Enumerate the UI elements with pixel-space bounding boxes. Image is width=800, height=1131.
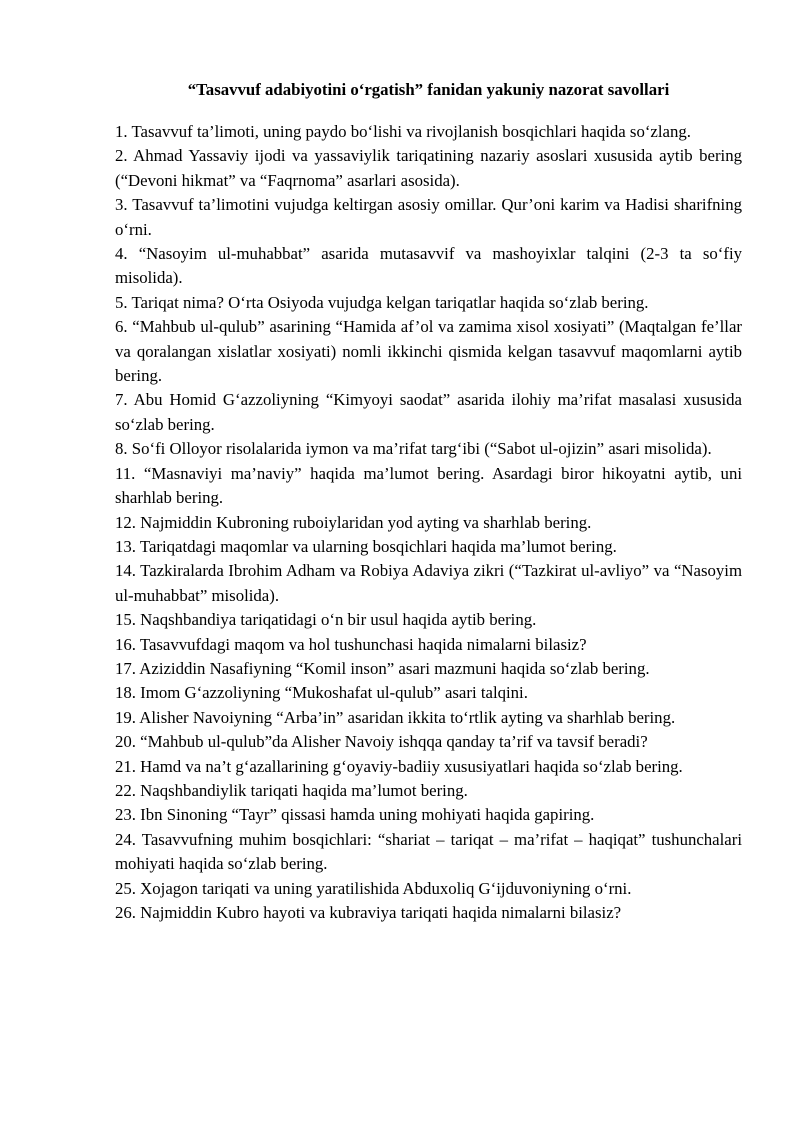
- question-item: 12. Najmiddin Kubroning ruboiylaridan yod ayting va sharhlab bering.: [115, 512, 592, 532]
- question-item: 23. Ibn Sinoning “Tayr” qissasi hamda uning mohiyati haqida gapiring.: [115, 805, 595, 825]
- question-item: 7. Abu Homid G‘azzoliyning “Kimyoyi saodat” asarida ilohiy ma’rifat masalasi xususida so‘zlab bering.: [115, 390, 742, 434]
- question-item: 11. “Masnaviyi ma’naviy” haqida ma’lumot bering. Asardagi biror hikoyatni aytib, uni sharhlab bering.: [115, 463, 742, 508]
- question-item: 13. Tariqatdagi maqomlar va ularning bosqichlari haqida ma’lumot bering.: [115, 536, 617, 556]
- question-item: 18. Imom G‘azzoliyning “Mukoshafat ul-qulub” asari talqini.: [115, 683, 528, 703]
- question-item: 6. “Mahbub ul-qulub” asarining “Hamida af’ol va zamima xisol xosiyati” (Maqtalgan fe’llar va qoralangan xislatlar xosiyati) nomli ikkinchi qismida kelgan tasavvuf maqomlarni aytib bering.: [115, 317, 742, 386]
- question-list: [115, 120, 742, 925]
- question-item: 20. “Mahbub ul-qulub”da Alisher Navoiy ishqqa qanday ta’rif va tavsif beradi?: [115, 732, 648, 752]
- question-item: 16. Tasavvufdagi maqom va hol tushunchasi haqida nimalarni bilasiz?: [115, 634, 587, 654]
- question-item: 3. Tasavvuf ta’limotini vujudga keltirgan asosiy omillar. Qur’oni karim va Hadisi sharifning o‘rni.: [115, 195, 742, 239]
- question-item: 8. So‘fi Olloyor risolalarida iymon va ma’rifat targ‘ibi (“Sabot ul-ojizin” asari misolida).: [115, 439, 712, 459]
- question-item: 17. Aziziddin Nasafiyning “Komil inson” asari mazmuni haqida so‘zlab bering.: [115, 658, 650, 678]
- question-item: 14. Tazkiralarda Ibrohim Adham va Robiya Adaviya zikri (“Tazkirat ul-avliyo” va “Nasoyim ul-muhabbat” misolida).: [115, 561, 742, 605]
- question-item: 4. “Nasoyim ul-muhabbat” asarida mutasavvif va mashoyixlar talqini (2-3 ta so‘fiy misolida).: [115, 244, 742, 288]
- question-item: 25. Xojagon tariqati va uning yaratilishida Abduxoliq G‘ijduvoniyning o‘rni.: [115, 878, 632, 898]
- question-item: 15. Naqshbandiya tariqatidagi o‘n bir usul haqida aytib bering.: [115, 610, 537, 630]
- question-item: 5. Tariqat nima? O‘rta Osiyoda vujudga kelgan tariqatlar haqida so‘zlab bering.: [115, 292, 649, 312]
- question-item: 22. Naqshbandiylik tariqati haqida ma’lumot bering.: [115, 780, 468, 800]
- question-item: 2. Ahmad Yassaviy ijodi va yassaviylik tariqatining nazariy asoslari xususida aytib bering (“Devoni hikmat” va “Faqrnoma” asarlari asosida).: [115, 146, 742, 190]
- question-item: 24. Tasavvufning muhim bosqichlari: “shariat – tariqat – ma’rifat – haqiqat” tushunchalari mohiyati haqida so‘zlab bering.: [115, 829, 742, 874]
- document-page: [115, 78, 742, 925]
- question-item: 19. Alisher Navoiyning “Arba’in” asaridan ikkita to‘rtlik ayting va sharhlab bering.: [115, 707, 676, 727]
- question-item: 26. Najmiddin Kubro hayoti va kubraviya tariqati haqida nimalarni bilasiz?: [115, 903, 622, 922]
- question-item: 21. Hamd va na’t g‘azallarining g‘oyaviy-badiiy xususiyatlari haqida so‘zlab bering.: [115, 756, 683, 776]
- question-item: 1. Tasavvuf ta’limoti, uning paydo bo‘lishi va rivojlanish bosqichlari haqida so‘zlang.: [115, 122, 691, 141]
- document-title: “Tasavvuf adabiyotini o‘rgatish” fanidan yakuniy nazorat savollari: [187, 80, 670, 99]
